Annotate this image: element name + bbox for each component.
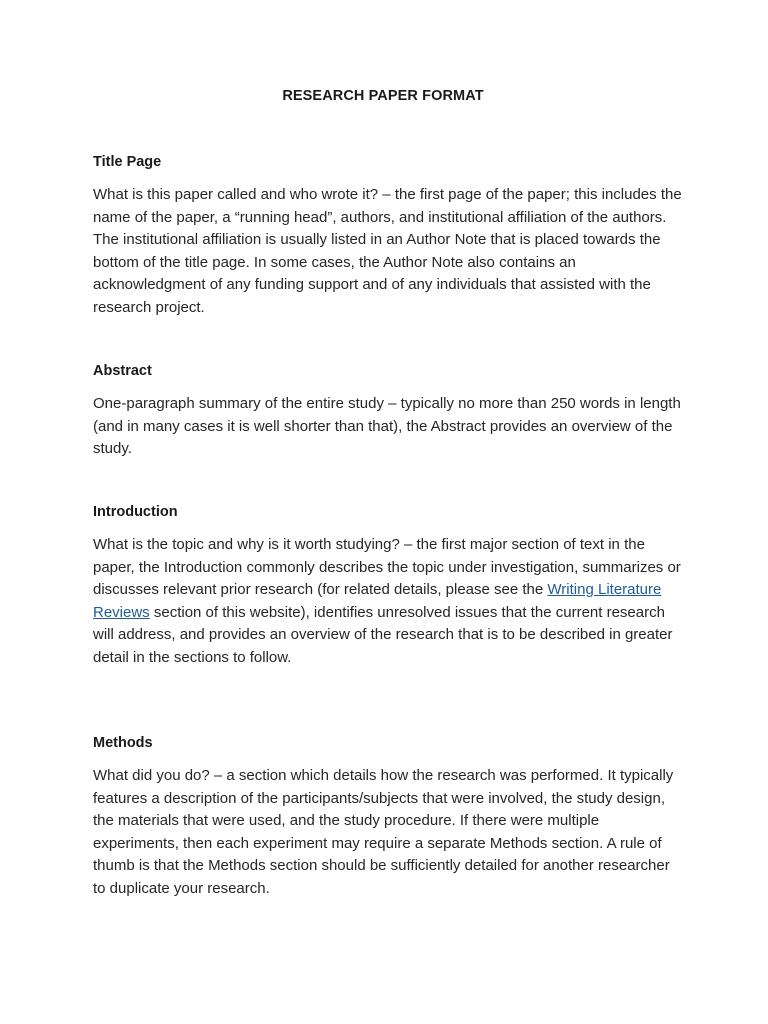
section-body-title-page: What is this paper called and who wrote it? – the first page of the paper; this includes the name of the paper, a “running head”, authors, and institutional affiliation of the authors. The institutional affiliation is usually listed in an Author Note that is placed towards the bottom of the title page. In some cases, the Author Note also contains an acknowledgment of any funding support and of any individuals that assisted with the research project. [93,186,682,316]
section-abstract [93,361,683,461]
section-heading-abstract: Abstract [93,363,152,379]
section-heading-title-page: Title Page [93,154,162,170]
document-title: RESEARCH PAPER FORMAT [282,88,484,104]
section-introduction [93,502,683,669]
section-heading-methods: Methods [93,735,153,751]
section-heading-introduction: Introduction [93,504,178,520]
section-title-page [93,152,683,319]
section-body-methods: What did you do? – a section which details how the research was performed. It typically features a description of the participants/subjects that were involved, the study design, the materials that were used, and the study procedure. If there were multiple experiments, then each experiment may require a separate Methods section. A rule of thumb is that the Methods section should be sufficiently detailed for another researcher to duplicate your research. [93,767,674,897]
writing-literature-reviews-link[interactable]: Writing Literature Reviews [93,581,662,621]
section-body-abstract: One-paragraph summary of the entire study – typically no more than 250 words in length (and in many cases it is well shorter than that), the Abstract provides an overview of the study. [93,395,681,457]
section-body-introduction [93,534,683,669]
introduction-text-before-link: What is the topic and why is it worth studying? – the first major section of text in the paper, the Introduction commonly describes the topic under investigation, summarizes or discusses relevant prior research (for related details, please see the [93,536,681,598]
section-methods [93,733,683,900]
introduction-text-after-link: section of this website), identifies unresolved issues that the current research will address, and provides an overview of the research that is to be described in greater detail in the sections to follow. [93,603,673,666]
